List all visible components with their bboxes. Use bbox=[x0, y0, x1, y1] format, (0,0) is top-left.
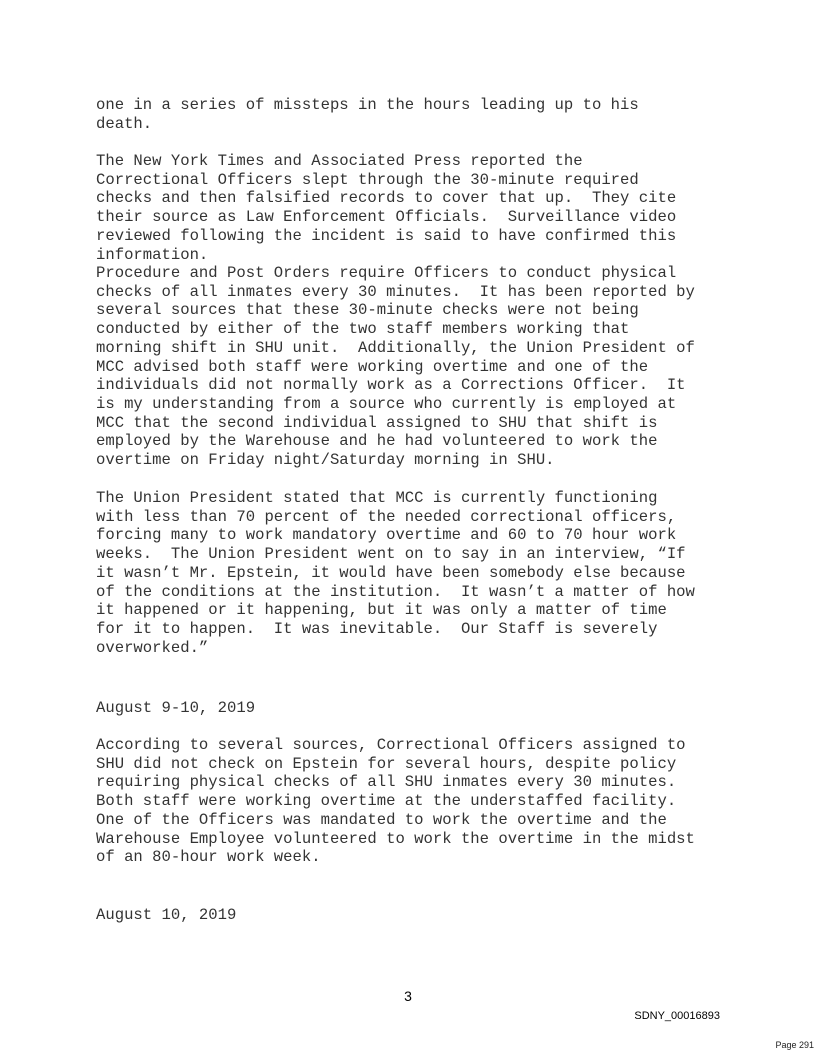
date-heading-aug-9-10: August 9-10, 2019 bbox=[96, 699, 256, 717]
page-label: Page 291 bbox=[775, 1040, 814, 1050]
date-heading-aug-10: August 10, 2019 bbox=[96, 906, 237, 924]
paragraph-union-president: The Union President stated that MCC is currently functioning with less than 70 percent of the needed correctional officers, forcing many to work mandatory overtime and 60 to 70 hour work weeks. The Union President went on to say in an interview, “If it wasn’t Mr. Epstein, it would have been somebody else because of the conditions at the institution. It wasn’t a matter of how it happened or it happening, but it was only a matter of time for it to happen. It was inevitable. Our Staff is severely overworked.” bbox=[96, 489, 695, 657]
bates-number: SDNY_00016893 bbox=[634, 1010, 720, 1022]
page-number: 3 bbox=[404, 988, 412, 1004]
paragraph-missteps: one in a series of missteps in the hours leading up to his death. bbox=[96, 96, 639, 133]
paragraph-sources: According to several sources, Correctional Officers assigned to SHU did not check on Epstein for several hours, despite policy requiring physical checks of all SHU inmates every 30 minutes. Both staff were working overtime at the understaffed facility. One of the Officers was mandated to work the overtime and the Warehouse Employee volunteered to work the overtime in the midst of an 80-hour work week. bbox=[96, 736, 695, 867]
paragraph-procedure: Procedure and Post Orders require Officers to conduct physical checks of all inmates every 30 minutes. It has been reported by several sources that these 30-minute checks were not being conducted by either of the two staff members working that morning shift in SHU unit. Additionally, the Union President of MCC advised both staff were working overtime and one of the individuals did not normally work as a Corrections Officer. It is my understanding from a source who currently is employed at MCC that the second individual assigned to SHU that shift is employed by the Warehouse and he had volunteered to work the overtime on Friday night/Saturday morning in SHU. bbox=[96, 264, 695, 470]
paragraph-news-reports: The New York Times and Associated Press reported the Correctional Officers slept through the 30-minute required checks and then falsified records to cover that up. They cite their source as Law Enforcement Officials. Surveillance video reviewed following the incident is said to have confirmed this information. bbox=[96, 152, 677, 264]
